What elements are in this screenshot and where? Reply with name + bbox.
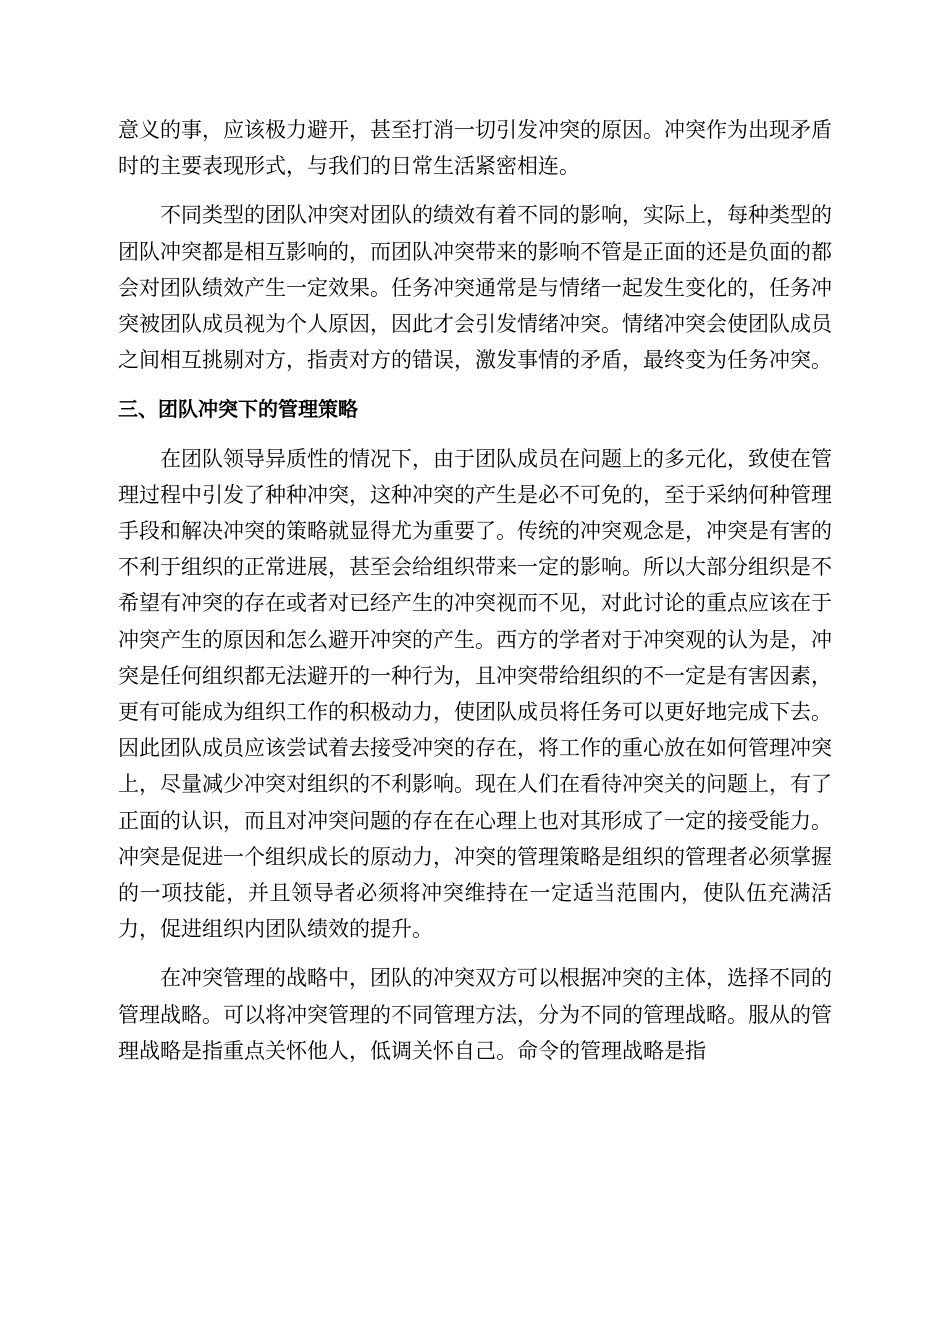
paragraph-conflict-types: 不同类型的团队冲突对团队的绩效有着不同的影响，实际上，每种类型的团队冲突都是相互影响的，而团队冲突带来的影响不管是正面的还是负面的都会对团队绩效产生一定效果。任务冲突通常是与情绪一起发生变化的，任务冲突被团队成员视为个人原因，因此才会引发情绪冲突。情绪冲突会使团队成员之间相互挑剔对方，指责对方的错误，激发事情的矛盾，最终变为任务冲突。 [118,203,832,373]
document-page [118,112,832,1082]
paragraph-continuation: 意义的事，应该极力避开，甚至打消一切引发冲突的原因。冲突作为出现矛盾时的主要表现形式，与我们的日常生活紧密相连。 [118,118,832,179]
section-heading: 三、团队冲突下的管理策略 [118,397,358,422]
paragraph-strategy-types: 在冲突管理的战略中，团队的冲突双方可以根据冲突的主体，选择不同的管理战略。可以将冲突管理的不同管理方法，分为不同的管理战略。服从的管理战略是指重点关怀他人，低调关怀自己。命令的管理战略是指 [118,966,832,1063]
paragraph-management-strategy: 在团队领导异质性的情况下，由于团队成员在问题上的多元化，致使在管理过程中引发了种种冲突，这种冲突的产生是必不可免的，至于采纳何种管理手段和解决冲突的策略就显得尤为重要了。传统的冲突观念是，冲突是有害的不利于组织的正常进展，甚至会给组织带来一定的影响。所以大部分组织是不希望有冲突的存在或者对已经产生的冲突视而不见，对此讨论的重点应该在于冲突产生的原因和怎么避开冲突的产生。西方的学者对于冲突观的认为是，冲突是任何组织都无法避开的一种行为，且冲突带给组织的不一定是有害因素，更有可能成为组织工作的积极动力，使团队成员将任务可以更好地完成下去。因此团队成员应该尝试着去接受冲突的存在，将工作的重心放在如何管理冲突上，尽量减少冲突对组织的不利影响。现在人们在看待冲突关的问题上，有了正面的认识，而且对冲突问题的存在在心理上也对其形成了一定的接受能力。冲突是促进一个组织成长的原动力，冲突的管理策略是组织的管理者必须掌握的一项技能，并且领导者必须将冲突维持在一定适当范围内，使队伍充满活力，促进组织内团队绩效的提升。 [118,446,832,942]
